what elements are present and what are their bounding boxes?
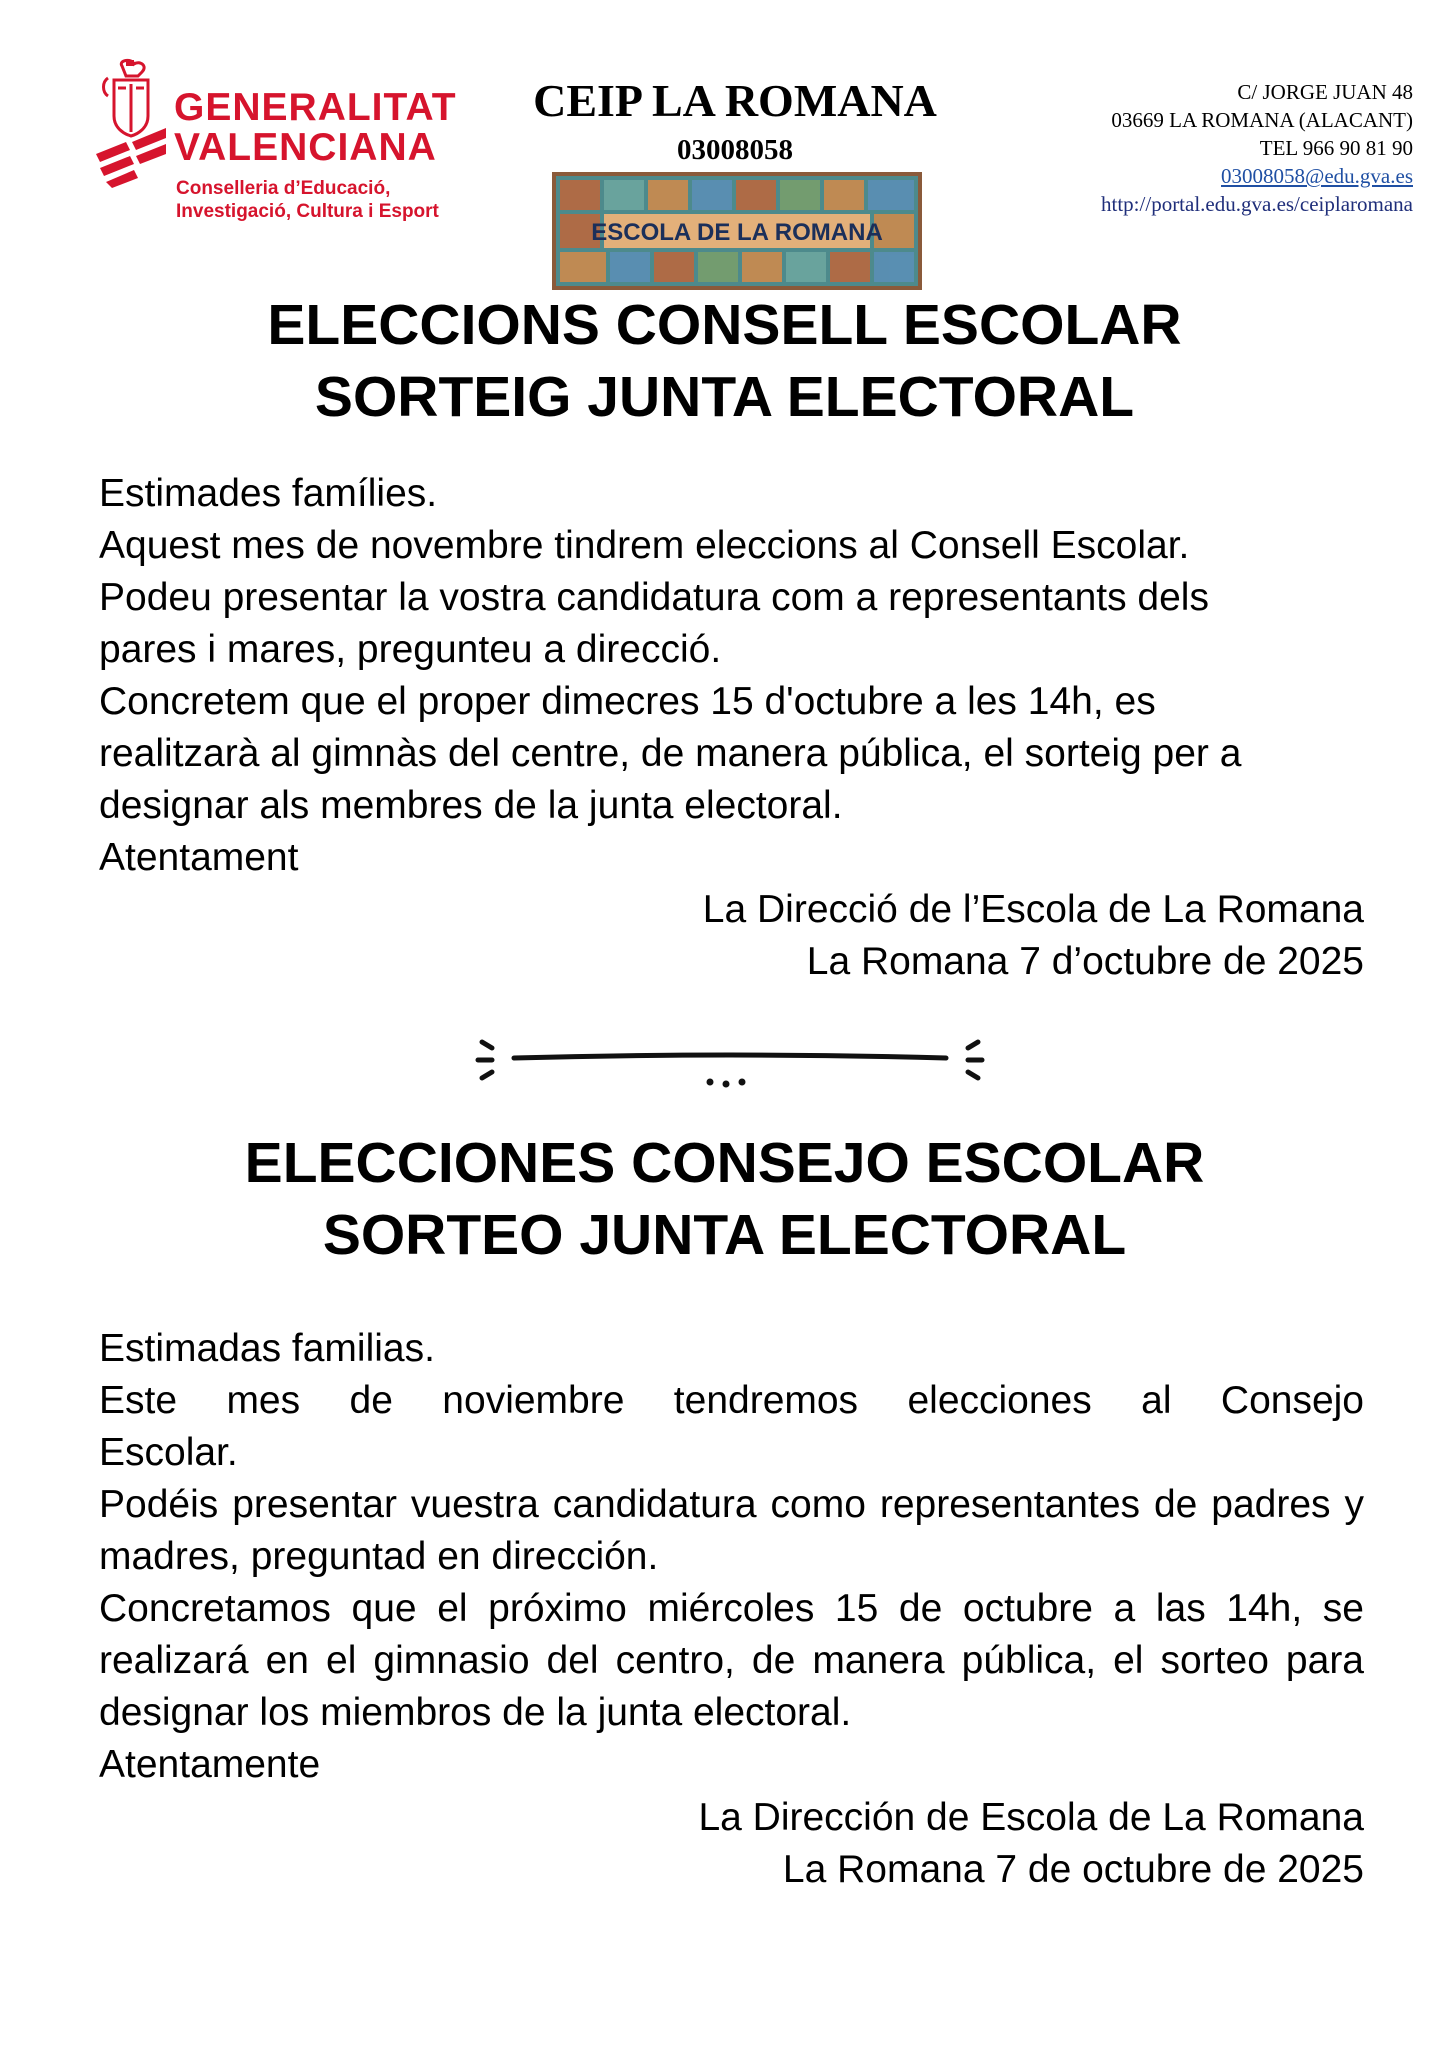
spanish-title-line1: ELECCIONES CONSEJO ESCOLAR bbox=[244, 1131, 1205, 1195]
valencian-title-line2: SORTEIG JUNTA ELECTORAL bbox=[314, 365, 1135, 429]
coat-of-arms-icon bbox=[92, 58, 170, 188]
logo-dept-line2: Investigació, Cultura i Esport bbox=[176, 201, 439, 222]
valencian-signature bbox=[703, 884, 1364, 988]
website-link[interactable]: http://portal.edu.gva.es/ceiplaromana bbox=[1101, 192, 1413, 216]
address-city: 03669 LA ROMANA (ALACANT) bbox=[1111, 108, 1413, 132]
spanish-greeting: Estimadas familias. bbox=[99, 1327, 435, 1370]
valencian-greeting: Estimades famílies. bbox=[99, 472, 438, 515]
spanish-paragraph-1-line: Este mes de noviembre tendremos elecciones al Consejo bbox=[99, 1379, 1364, 1422]
email-link[interactable]: 03008058@edu.gva.es bbox=[1221, 164, 1413, 188]
valencian-paragraph-1: Aquest mes de novembre tindrem eleccions al Consell Escolar. bbox=[99, 524, 1190, 567]
valencian-title-line1: ELECCIONS CONSELL ESCOLAR bbox=[267, 293, 1182, 357]
logo-name-line1: GENERALITAT bbox=[174, 86, 457, 129]
generalitat-logo bbox=[92, 58, 472, 228]
valencian-body bbox=[99, 468, 1364, 884]
school-code: 03008058 bbox=[677, 134, 793, 166]
address-street: C/ JORGE JUAN 48 bbox=[1237, 80, 1413, 104]
spanish-paragraph-2: Podéis presentar vuestra candidatura como representantes de padres y madres, preguntad en dirección. bbox=[99, 1483, 1364, 1578]
spanish-title-line2: SORTEO JUNTA ELECTORAL bbox=[322, 1203, 1127, 1267]
school-name: CEIP LA ROMANA bbox=[533, 75, 937, 126]
logo-dept-line1: Conselleria d’Educació, bbox=[176, 178, 391, 199]
valencian-sign-line2: La Romana 7 d’octubre de 2025 bbox=[806, 940, 1364, 983]
spanish-sign-line1: La Dirección de Escola de La Romana bbox=[698, 1796, 1364, 1839]
valencian-paragraph-2: Podeu presentar la vostra candidatura com a representants dels pares i mares, pregunteu a direcció. bbox=[99, 576, 1209, 671]
school-address bbox=[1101, 78, 1413, 218]
spanish-paragraph-3: Concretamos que el próximo miércoles 15 de octubre a las 14h, se realizará en el gimnasio del centro, de manera pública, el sorteo para designar los miembros de la junta electoral. bbox=[99, 1587, 1364, 1734]
address-phone: TEL 966 90 81 90 bbox=[1259, 136, 1413, 160]
valencian-closing: Atentament bbox=[99, 836, 299, 879]
spanish-signature bbox=[698, 1792, 1364, 1896]
valencian-paragraph-3: Concretem que el proper dimecres 15 d'octubre a les 14h, es realitzarà al gimnàs del centre, de manera pública, el sorteig per a designar als membres de la junta electoral. bbox=[99, 680, 1242, 827]
spanish-closing: Atentamente bbox=[99, 1743, 321, 1786]
banner-text: ESCOLA DE LA ROMANA bbox=[591, 219, 883, 246]
spanish-body bbox=[99, 1323, 1364, 1791]
valencian-sign-line1: La Direcció de l’Escola de La Romana bbox=[702, 888, 1364, 931]
spanish-sign-line2: La Romana 7 de octubre de 2025 bbox=[782, 1848, 1364, 1891]
section-divider bbox=[470, 1022, 990, 1092]
spanish-paragraph-1-tail: Escolar. bbox=[99, 1431, 238, 1474]
logo-name-line2: VALENCIANA bbox=[174, 126, 437, 169]
school-banner-image bbox=[552, 172, 922, 290]
